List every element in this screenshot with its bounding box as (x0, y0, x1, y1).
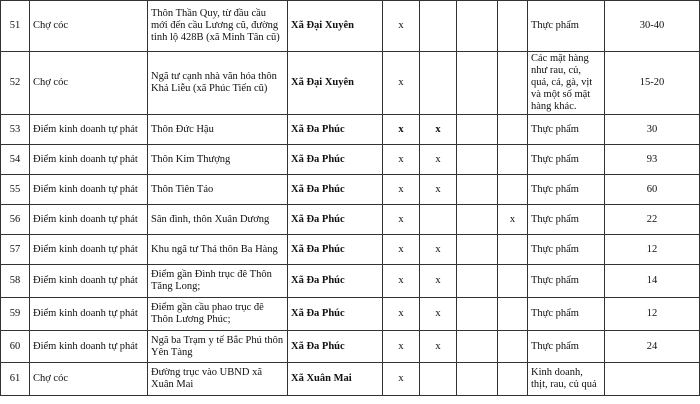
goods-cell: Thực phẩm (528, 235, 605, 265)
mark-col-4-cell (498, 115, 528, 145)
market-type-cell: Điểm kinh doanh tự phát (30, 175, 148, 205)
commune-cell: Xã Đa Phúc (288, 331, 383, 363)
goods-cell: Thực phẩm (528, 175, 605, 205)
mark-col-3-cell (457, 331, 498, 363)
commune-cell: Xã Đa Phúc (288, 205, 383, 235)
quantity-cell: 24 (605, 331, 700, 363)
quantity-cell: 14 (605, 265, 700, 298)
quantity-cell (605, 363, 700, 396)
mark-col-3-cell (457, 205, 498, 235)
table-row (1, 331, 700, 363)
mark-col-3-cell (457, 175, 498, 205)
row-number-cell: 53 (1, 115, 30, 145)
mark-col-2-cell: x (420, 175, 457, 205)
mark-col-1-cell: x (383, 265, 420, 298)
mark-col-2-cell: x (420, 115, 457, 145)
location-cell: Ngã tư cạnh nhà văn hóa thôn Khả Liễu (xã Phúc Tiến cũ) (148, 52, 288, 115)
mark-col-2-cell: x (420, 145, 457, 175)
mark-col-1-cell: x (383, 205, 420, 235)
commune-cell: Xã Đa Phúc (288, 298, 383, 331)
mark-col-2-cell (420, 1, 457, 52)
quantity-cell: 93 (605, 145, 700, 175)
location-cell: Ngã ba Trạm y tế Bắc Phú thôn Yên Tàng (148, 331, 288, 363)
location-cell: Thôn Kim Thượng (148, 145, 288, 175)
location-cell: Đường trục vào UBND xã Xuân Mai (148, 363, 288, 396)
mark-col-4-cell (498, 175, 528, 205)
row-number-cell: 61 (1, 363, 30, 396)
location-cell: Điểm gần cầu phao trục đê Thôn Lương Phúc; (148, 298, 288, 331)
table-row (1, 1, 700, 52)
mark-col-1-cell: x (383, 298, 420, 331)
mark-col-2-cell: x (420, 298, 457, 331)
location-cell: Sân đình, thôn Xuân Dương (148, 205, 288, 235)
row-number-cell: 54 (1, 145, 30, 175)
market-type-cell: Điểm kinh doanh tự phát (30, 205, 148, 235)
market-type-cell: Điểm kinh doanh tự phát (30, 265, 148, 298)
commune-cell: Xã Đa Phúc (288, 175, 383, 205)
goods-cell: Thực phẩm (528, 145, 605, 175)
location-cell: Khu ngã tư Thá thôn Ba Hàng (148, 235, 288, 265)
mark-col-4-cell (498, 1, 528, 52)
mark-col-2-cell: x (420, 265, 457, 298)
commune-cell: Xã Đa Phúc (288, 235, 383, 265)
table-row (1, 52, 700, 115)
row-number-cell: 51 (1, 1, 30, 52)
goods-cell: Thực phẩm (528, 298, 605, 331)
market-type-cell: Điểm kinh doanh tự phát (30, 298, 148, 331)
market-type-cell: Chợ cóc (30, 52, 148, 115)
mark-col-2-cell (420, 363, 457, 396)
commune-cell: Xã Đa Phúc (288, 115, 383, 145)
commune-cell: Xã Đa Phúc (288, 265, 383, 298)
mark-col-4-cell (498, 331, 528, 363)
table-row (1, 205, 700, 235)
row-number-cell: 57 (1, 235, 30, 265)
goods-cell: Thực phẩm (528, 265, 605, 298)
table-row (1, 363, 700, 396)
location-cell: Điểm gần Đình trục đê Thôn Tăng Long; (148, 265, 288, 298)
table-row (1, 145, 700, 175)
table-row (1, 235, 700, 265)
mark-col-1-cell: x (383, 115, 420, 145)
mark-col-4-cell: x (498, 205, 528, 235)
market-type-cell: Điểm kinh doanh tự phát (30, 235, 148, 265)
mark-col-2-cell (420, 52, 457, 115)
mark-col-3-cell (457, 52, 498, 115)
mark-col-2-cell: x (420, 331, 457, 363)
row-number-cell: 55 (1, 175, 30, 205)
mark-col-1-cell: x (383, 331, 420, 363)
market-type-cell: Điểm kinh doanh tự phát (30, 331, 148, 363)
mark-col-3-cell (457, 265, 498, 298)
mark-col-2-cell: x (420, 235, 457, 265)
commune-cell: Xã Đại Xuyên (288, 52, 383, 115)
market-type-cell: Chợ cóc (30, 1, 148, 52)
market-type-cell: Điểm kinh doanh tự phát (30, 115, 148, 145)
quantity-cell: 15-20 (605, 52, 700, 115)
commune-cell: Xã Đại Xuyên (288, 1, 383, 52)
market-type-cell: Chợ cóc (30, 363, 148, 396)
location-cell: Thôn Đức Hậu (148, 115, 288, 145)
mark-col-4-cell (498, 235, 528, 265)
quantity-cell: 22 (605, 205, 700, 235)
mark-col-4-cell (498, 265, 528, 298)
mark-col-4-cell (498, 363, 528, 396)
mark-col-4-cell (498, 52, 528, 115)
row-number-cell: 58 (1, 265, 30, 298)
commune-cell: Xã Xuân Mai (288, 363, 383, 396)
commune-cell: Xã Đa Phúc (288, 145, 383, 175)
market-type-cell: Điểm kinh doanh tự phát (30, 145, 148, 175)
mark-col-3-cell (457, 235, 498, 265)
quantity-cell: 12 (605, 298, 700, 331)
goods-cell: Các mặt hàng như rau, củ, quả, cá, gà, vịt và một số mặt hàng khác. (528, 52, 605, 115)
goods-cell: Thực phẩm (528, 115, 605, 145)
mark-col-1-cell: x (383, 235, 420, 265)
table-row (1, 175, 700, 205)
mark-col-3-cell (457, 363, 498, 396)
mark-col-4-cell (498, 145, 528, 175)
mark-col-3-cell (457, 298, 498, 331)
location-cell: Thôn Thần Quy, từ đầu cầu mới đến cầu Lương cũ, đường tỉnh lộ 428B (xã Minh Tân cũ) (148, 1, 288, 52)
mark-col-3-cell (457, 115, 498, 145)
goods-cell: Thực phẩm (528, 1, 605, 52)
row-number-cell: 59 (1, 298, 30, 331)
mark-col-2-cell (420, 205, 457, 235)
mark-col-3-cell (457, 145, 498, 175)
row-number-cell: 60 (1, 331, 30, 363)
mark-col-3-cell (457, 1, 498, 52)
goods-cell: Kinh doanh, thịt, rau, củ quả (528, 363, 605, 396)
mark-col-1-cell: x (383, 175, 420, 205)
row-number-cell: 52 (1, 52, 30, 115)
quantity-cell: 12 (605, 235, 700, 265)
mark-col-1-cell: x (383, 145, 420, 175)
quantity-cell: 60 (605, 175, 700, 205)
quantity-cell: 30-40 (605, 1, 700, 52)
goods-cell: Thực phẩm (528, 331, 605, 363)
mark-col-4-cell (498, 298, 528, 331)
mark-col-1-cell: x (383, 1, 420, 52)
mark-col-1-cell: x (383, 52, 420, 115)
quantity-cell: 30 (605, 115, 700, 145)
table-row (1, 115, 700, 145)
table-row (1, 265, 700, 298)
location-cell: Thôn Tiên Tảo (148, 175, 288, 205)
mark-col-1-cell: x (383, 363, 420, 396)
row-number-cell: 56 (1, 205, 30, 235)
table-row (1, 298, 700, 331)
goods-cell: Thực phẩm (528, 205, 605, 235)
